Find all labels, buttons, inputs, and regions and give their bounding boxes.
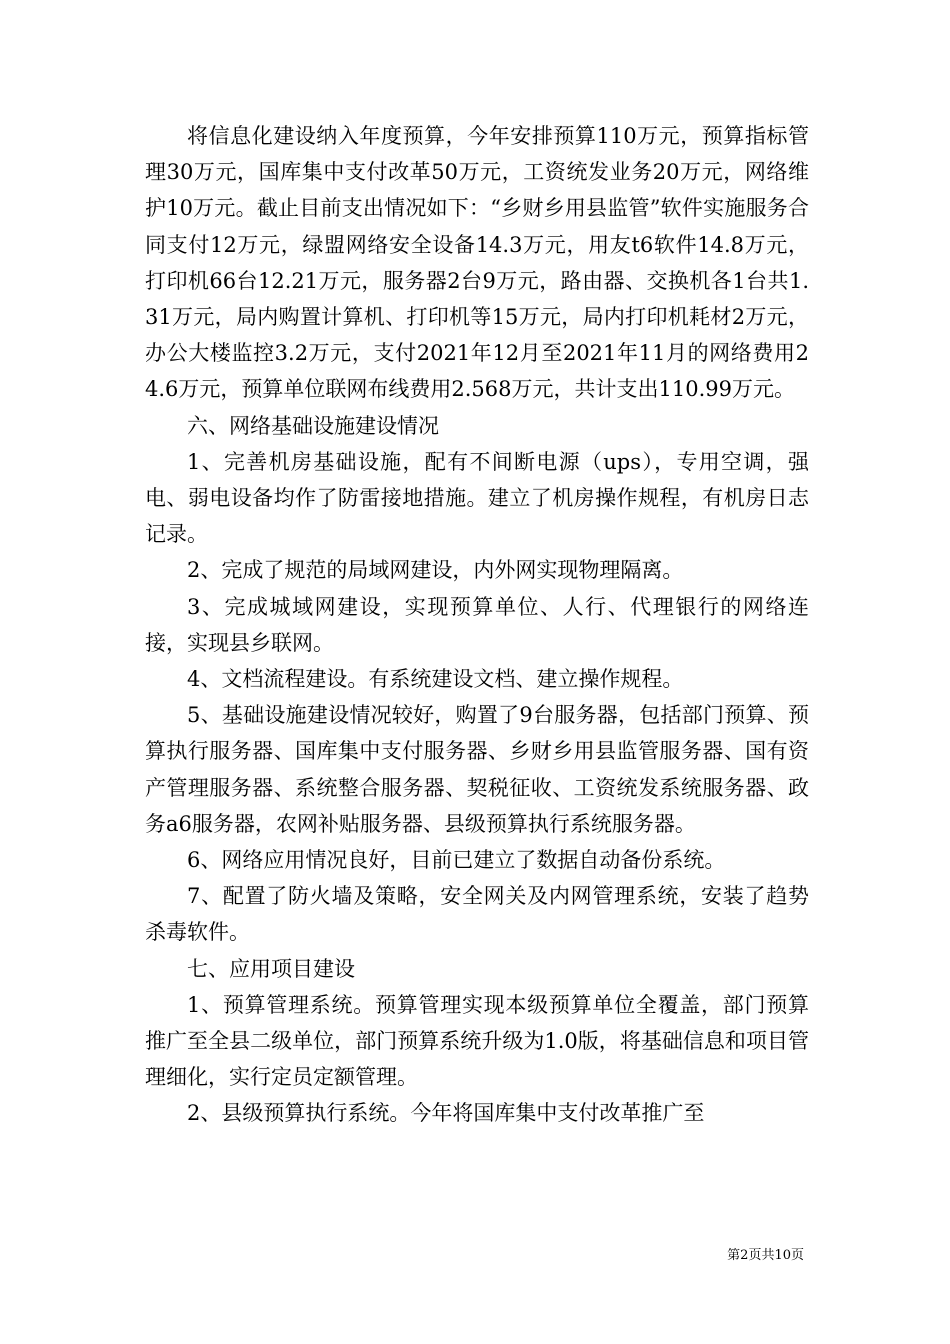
paragraph-item-4: 4、文档流程建设。有系统建设文档、建立操作规程。 bbox=[187, 667, 684, 692]
paragraph-item-7: 7、配置了防火墙及策略，安全网关及内网管理系统，安装了趋势杀毒软件。 bbox=[145, 884, 809, 945]
page-number-footer: 第2页共10页 bbox=[727, 1248, 804, 1263]
paragraph-item-1: 1、完善机房基础设施，配有不间断电源（ups），专用空调，强电、弱电设备均作了防雷接地措施。建立了机房操作规程，有机房日志记录。 bbox=[145, 449, 809, 547]
section-heading-application-projects: 七、应用项目建设 bbox=[187, 956, 355, 981]
paragraph-budget: 将信息化建设纳入年度预算，今年安排预算110万元，预算指标管理30万元，国库集中支付改革50万元，工资统发业务20万元，网络维护10万元。截止目前支出情况如下：“乡财乡用县监管”软件实施服务合同支付12万元，绿盟网络安全设备14.3万元，用友t6软件14.8万元，打印机66台12.21万元，服务器2台9万元，路由器、交换机各1台共1.31万元，局内购置计算机、打印机等15万元，局内打印机耗材2万元，办公大楼监控3.2万元，支付2021年12月至2021年11月的网络费用24.6万元，预算单位联网布线费用2.568万元，共计支出110.99万元。 bbox=[145, 124, 809, 402]
paragraph-app-item-2: 2、县级预算执行系统。今年将国库集中支付改革推广至 bbox=[187, 1101, 705, 1126]
paragraph-item-2: 2、完成了规范的局域网建设，内外网实现物理隔离。 bbox=[187, 558, 684, 583]
paragraph-item-6: 6、网络应用情况良好，目前已建立了数据自动备份系统。 bbox=[187, 848, 726, 873]
paragraph-app-item-1: 1、预算管理系统。预算管理实现本级预算单位全覆盖，部门预算推广至全县二级单位，部门预算系统升级为1.0版，将基础信息和项目管理细化，实行定员定额管理。 bbox=[145, 992, 809, 1090]
section-heading-network-infrastructure: 六、网络基础设施建设情况 bbox=[187, 413, 439, 438]
paragraph-item-3: 3、完成城域网建设，实现预算单位、人行、代理银行的网络连接，实现县乡联网。 bbox=[145, 594, 809, 655]
document-body bbox=[145, 118, 809, 1132]
paragraph-item-5: 5、基础设施建设情况较好，购置了9台服务器，包括部门预算、预算执行服务器、国库集中支付服务器、乡财乡用县监管服务器、国有资产管理服务器、系统整合服务器、契税征收、工资统发系统服务器、政务a6服务器，农网补贴服务器、县级预算执行系统服务器。 bbox=[145, 703, 809, 836]
